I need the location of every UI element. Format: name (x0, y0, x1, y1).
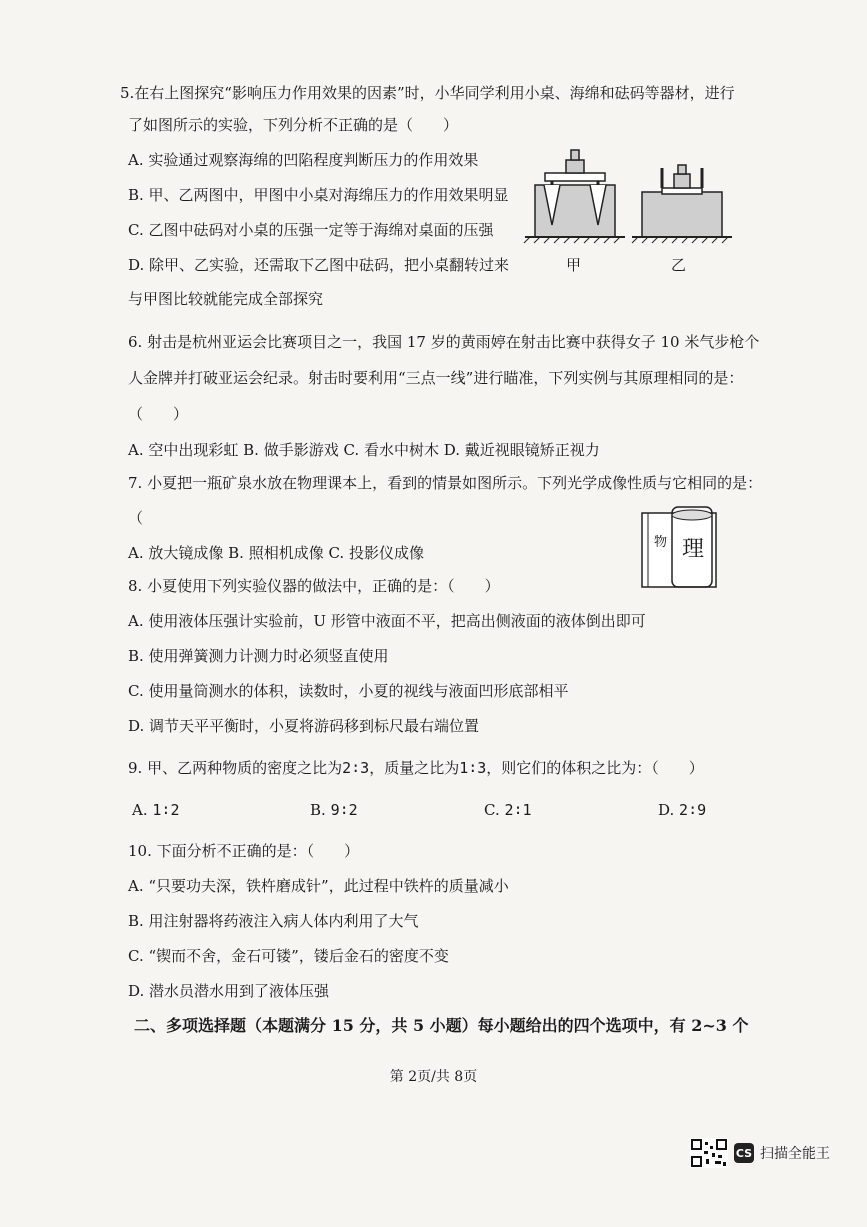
q5-option-a: A. 实验通过观察海绵的凹陷程度判断压力的作用效果 (128, 151, 479, 169)
q6-stem-line1: 6. 射击是杭州亚运会比赛项目之一，我国 17 岁的黄雨婷在射击比赛中获得女子 10 米气步枪个 (128, 333, 760, 351)
q10-option-a: A. “只要功夫深，铁杵磨成针”，此过程中铁杵的质量减小 (128, 877, 509, 895)
q9-option-b-value: 9∶2 (330, 801, 358, 819)
q5-sponge-figure (520, 140, 740, 280)
q5-option-b: B. 甲、乙两图中，甲图中小桌对海绵压力的作用效果明显 (128, 186, 509, 204)
qr-code-icon (690, 1138, 728, 1168)
q9-option-d-value: 2∶9 (679, 801, 707, 819)
figure-label-jia: 甲 (566, 256, 582, 274)
figure-label-yi: 乙 (671, 256, 687, 274)
camscanner-logo: CS (734, 1143, 754, 1163)
q10-option-d: D. 潜水员潜水用到了液体压强 (128, 982, 330, 1000)
q9-option-b (310, 800, 358, 820)
q9-stem-a: 9. 甲、乙两种物质的密度之比为 (128, 759, 343, 777)
section-2-heading: 二、多项选择题（本题满分 15 分，共 5 小题）每小题给出的四个选项中，有 2~3 个 (134, 1016, 749, 1035)
q8-stem: 8. 小夏使用下列实验仪器的做法中，正确的是：（ ） (128, 577, 500, 595)
q8-option-d: D. 调节天平平衡时，小夏将游码移到标尺最右端位置 (128, 717, 480, 735)
camscanner-label: 扫描全能王 (760, 1146, 830, 1162)
q7-book-bottle-figure (640, 505, 720, 590)
q9-stem-c: ，则它们的体积之比为：（ ） (486, 759, 704, 777)
q9-option-c-value: 2∶1 (504, 801, 532, 819)
q9-option-d (658, 800, 706, 820)
q9-option-a (132, 800, 179, 820)
q9-mass-ratio: 1∶3 (459, 759, 487, 777)
q6-stem-line2: 人金牌并打破亚运会纪录。射击时要利用“三点一线”进行瞄准，下列实例与其原理相同的是： (128, 369, 744, 387)
scanner-watermark (690, 1138, 830, 1168)
book-char-li-magnified: 理 (682, 537, 705, 562)
q8-option-a: A. 使用液体压强计实验前，U 形管中液面不平，把高出侧液面的液体倒出即可 (128, 612, 646, 630)
q5-option-c: C. 乙图中砝码对小桌的压强一定等于海绵对桌面的压强 (128, 221, 494, 239)
q9-stem (128, 758, 704, 778)
q5-option-d-line1: D. 除甲、乙实验，还需取下乙图中砝码，把小桌翻转过来 (128, 256, 510, 274)
q5-option-d-line2: 与甲图比较就能完成全部探究 (128, 290, 324, 308)
q10-option-b: B. 用注射器将药液注入病人体内利用了大气 (128, 912, 419, 930)
page-footer: 第 2页/共 8页 (389, 1069, 478, 1085)
q7-stem-line1: 7. 小夏把一瓶矿泉水放在物理课本上，看到的情景如图所示。下列光学成像性质与它相同的是： (128, 474, 763, 492)
q5-stem-line1: 5.在右上图探究“影响压力作用效果的因素”时，小华同学利用小桌、海绵和砝码等器材，进行 (120, 84, 735, 102)
figure-yi (632, 165, 732, 243)
q9-option-c (484, 800, 532, 820)
q8-option-b: B. 使用弹簧测力计测力时必须竖直使用 (128, 647, 389, 665)
q9-option-a-label: A. (132, 801, 148, 819)
q9-stem-b: ，质量之比为 (369, 759, 460, 777)
q10-stem: 10. 下面分析不正确的是：（ ） (128, 842, 360, 860)
q6-options: A. 空中出现彩虹 B. 做手影游戏 C. 看水中树木 D. 戴近视眼镜矫正视力 (128, 441, 600, 459)
q5-stem-line2: 了如图所示的实验，下列分析不正确的是（ ） (128, 116, 459, 134)
q9-option-b-label: B. (310, 801, 326, 819)
q6-stem-line3: （ ） (128, 405, 189, 423)
q9-option-c-label: C. (484, 801, 500, 819)
q9-option-d-label: D. (658, 801, 675, 819)
book-char-wu: 物 (654, 535, 668, 550)
figure-jia (524, 150, 625, 243)
q7-stem-line2: （ (128, 509, 144, 527)
q9-option-a-value: 1∶2 (152, 801, 180, 819)
q7-options: A. 放大镜成像 B. 照相机成像 C. 投影仪成像 (128, 544, 424, 562)
q10-option-c: C. “锲而不舍，金石可镂”，镂后金石的密度不变 (128, 947, 449, 965)
q8-option-c: C. 使用量筒测水的体积，读数时，小夏的视线与液面凹形底部相平 (128, 682, 569, 700)
q9-density-ratio: 2∶3 (342, 759, 370, 777)
